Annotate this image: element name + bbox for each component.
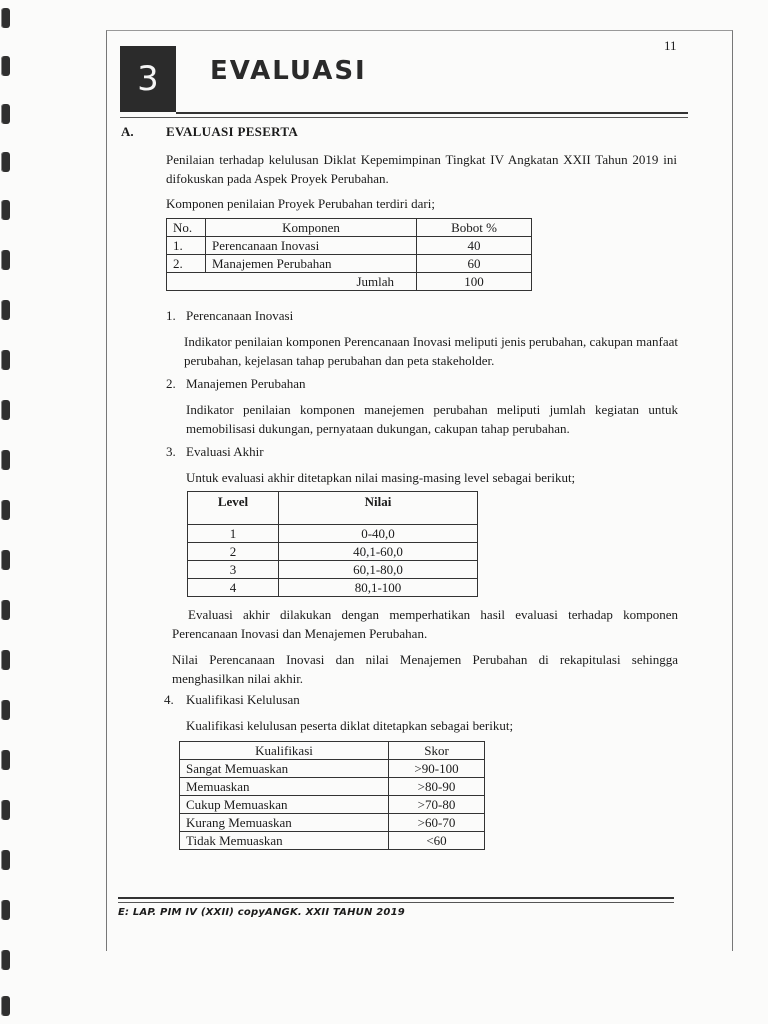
table-row bbox=[188, 579, 478, 597]
section-label: A. bbox=[121, 124, 134, 139]
binder-hole bbox=[1, 800, 10, 820]
table-header-cell: Komponen bbox=[206, 219, 417, 237]
table-cell: >60-70 bbox=[389, 814, 485, 832]
binder-hole bbox=[1, 8, 10, 28]
binder-hole bbox=[1, 550, 10, 570]
table-cell: 2. bbox=[167, 255, 206, 273]
table-cell: 80,1-100 bbox=[279, 579, 478, 597]
table-header-cell: Nilai bbox=[279, 492, 478, 525]
binder-holes bbox=[0, 0, 14, 1024]
table-cell: >90-100 bbox=[389, 760, 485, 778]
table-cell: 3 bbox=[188, 561, 279, 579]
list-item-title: Evaluasi Akhir bbox=[186, 444, 264, 459]
table-row bbox=[188, 543, 478, 561]
table-cell: Sangat Memuaskan bbox=[180, 760, 389, 778]
table-row bbox=[180, 796, 485, 814]
footer-rule-thin bbox=[118, 902, 674, 903]
intro-paragraph: Penilaian terhadap kelulusan Diklat Kepemimpinan Tingkat IV Angkatan XXII Tahun 2019 ini difokuskan pada Aspek Proyek Perubahan. bbox=[166, 152, 677, 186]
table-cell: Kurang Memuaskan bbox=[180, 814, 389, 832]
table-cell: 40 bbox=[417, 237, 532, 255]
table-cell: 0-40,0 bbox=[279, 525, 478, 543]
list-item-number: 4. bbox=[164, 692, 174, 707]
list-item-body: Kualifikasi kelulusan peserta diklat ditetapkan sebagai berikut; bbox=[186, 718, 514, 733]
binder-hole bbox=[1, 500, 10, 520]
binder-hole bbox=[1, 996, 10, 1016]
title-rule bbox=[176, 112, 688, 114]
table-header-cell: Skor bbox=[389, 742, 485, 760]
table-header-row bbox=[167, 219, 532, 237]
table-cell: 60 bbox=[417, 255, 532, 273]
table-cell: 1 bbox=[188, 525, 279, 543]
level-table bbox=[187, 491, 478, 597]
binder-hole bbox=[1, 152, 10, 172]
table-cell: 40,1-60,0 bbox=[279, 543, 478, 561]
table-header-cell: No. bbox=[167, 219, 206, 237]
komponen-intro: Komponen penilaian Proyek Perubahan terdiri dari; bbox=[166, 196, 435, 211]
table-total-value: 100 bbox=[417, 273, 532, 291]
table-header-cell: Level bbox=[188, 492, 279, 525]
footer-rule bbox=[118, 897, 674, 899]
list-item-body: Untuk evaluasi akhir ditetapkan nilai masing-masing level sebagai berikut; bbox=[186, 470, 576, 485]
table-cell: Manajemen Perubahan bbox=[206, 255, 417, 273]
binder-hole bbox=[1, 450, 10, 470]
binder-hole bbox=[1, 200, 10, 220]
table-total-label: Jumlah bbox=[167, 273, 417, 291]
binder-hole bbox=[1, 56, 10, 76]
evaluasi-akhir-note: Evaluasi akhir dilakukan dengan memperhatikan hasil evaluasi terhadap komponen Perencanaan Inovasi dan Menajemen Perubahan. bbox=[172, 607, 678, 641]
binder-hole bbox=[1, 850, 10, 870]
chapter-number-box bbox=[120, 46, 176, 112]
binder-hole bbox=[1, 750, 10, 770]
binder-hole bbox=[1, 104, 10, 124]
table-cell: 60,1-80,0 bbox=[279, 561, 478, 579]
table-row bbox=[167, 237, 532, 255]
chapter-number: 3 bbox=[137, 59, 159, 99]
table-cell: >70-80 bbox=[389, 796, 485, 814]
table-cell: 1. bbox=[167, 237, 206, 255]
komponen-table bbox=[166, 218, 532, 291]
binder-hole bbox=[1, 250, 10, 270]
binder-hole bbox=[1, 400, 10, 420]
page-number: 11 bbox=[664, 38, 677, 53]
binder-hole bbox=[1, 350, 10, 370]
list-item-number: 1. bbox=[166, 308, 176, 323]
section-title: EVALUASI PESERTA bbox=[166, 124, 299, 139]
chapter-title: EVALUASI bbox=[210, 56, 367, 86]
binder-hole bbox=[1, 900, 10, 920]
table-row bbox=[188, 561, 478, 579]
title-rule-thin bbox=[120, 117, 688, 118]
table-total-row bbox=[167, 273, 532, 291]
list-item-body: Indikator penilaian komponen manejemen perubahan meliputi jumlah kegiatan untuk memobilisasi dukungan, pernyataan dukungan, cakupan tahap perubahan. bbox=[186, 402, 678, 436]
table-cell: >80-90 bbox=[389, 778, 485, 796]
table-cell: 4 bbox=[188, 579, 279, 597]
binder-hole bbox=[1, 650, 10, 670]
binder-hole bbox=[1, 950, 10, 970]
table-header-row bbox=[180, 742, 485, 760]
footer-text: E: LAP. PIM IV (XXII) copyANGK. XXII TAHUN 2019 bbox=[118, 907, 405, 918]
table-cell: Cukup Memuaskan bbox=[180, 796, 389, 814]
list-item-title: Perencanaan Inovasi bbox=[186, 308, 294, 323]
list-item-body: Indikator penilaian komponen Perencanaan Inovasi meliputi jenis perubahan, cakupan manfaat perubahan, kejelasan tahap perubahan dan peta stakeholder. bbox=[184, 334, 678, 368]
binder-hole bbox=[1, 600, 10, 620]
table-cell: Tidak Memuaskan bbox=[180, 832, 389, 850]
evaluasi-akhir-rekap: Nilai Perencanaan Inovasi dan nilai Menajemen Perubahan di rekapitulasi sehingga menghasilkan nilai akhir. bbox=[172, 652, 678, 686]
table-cell: Memuaskan bbox=[180, 778, 389, 796]
table-cell: <60 bbox=[389, 832, 485, 850]
table-header-row bbox=[188, 492, 478, 525]
table-header-cell: Kualifikasi bbox=[180, 742, 389, 760]
list-item-title: Kualifikasi Kelulusan bbox=[186, 692, 300, 707]
table-row bbox=[180, 760, 485, 778]
list-item-number: 3. bbox=[166, 444, 176, 459]
list-item-title: Manajemen Perubahan bbox=[186, 376, 306, 391]
table-row bbox=[180, 778, 485, 796]
table-header-cell: Bobot % bbox=[417, 219, 532, 237]
table-row bbox=[188, 525, 478, 543]
table-row bbox=[167, 255, 532, 273]
binder-hole bbox=[1, 300, 10, 320]
binder-hole bbox=[1, 700, 10, 720]
list-item-number: 2. bbox=[166, 376, 176, 391]
table-cell: 2 bbox=[188, 543, 279, 561]
kualifikasi-table bbox=[179, 741, 485, 850]
table-row bbox=[180, 832, 485, 850]
table-cell: Perencanaan Inovasi bbox=[206, 237, 417, 255]
table-row bbox=[180, 814, 485, 832]
